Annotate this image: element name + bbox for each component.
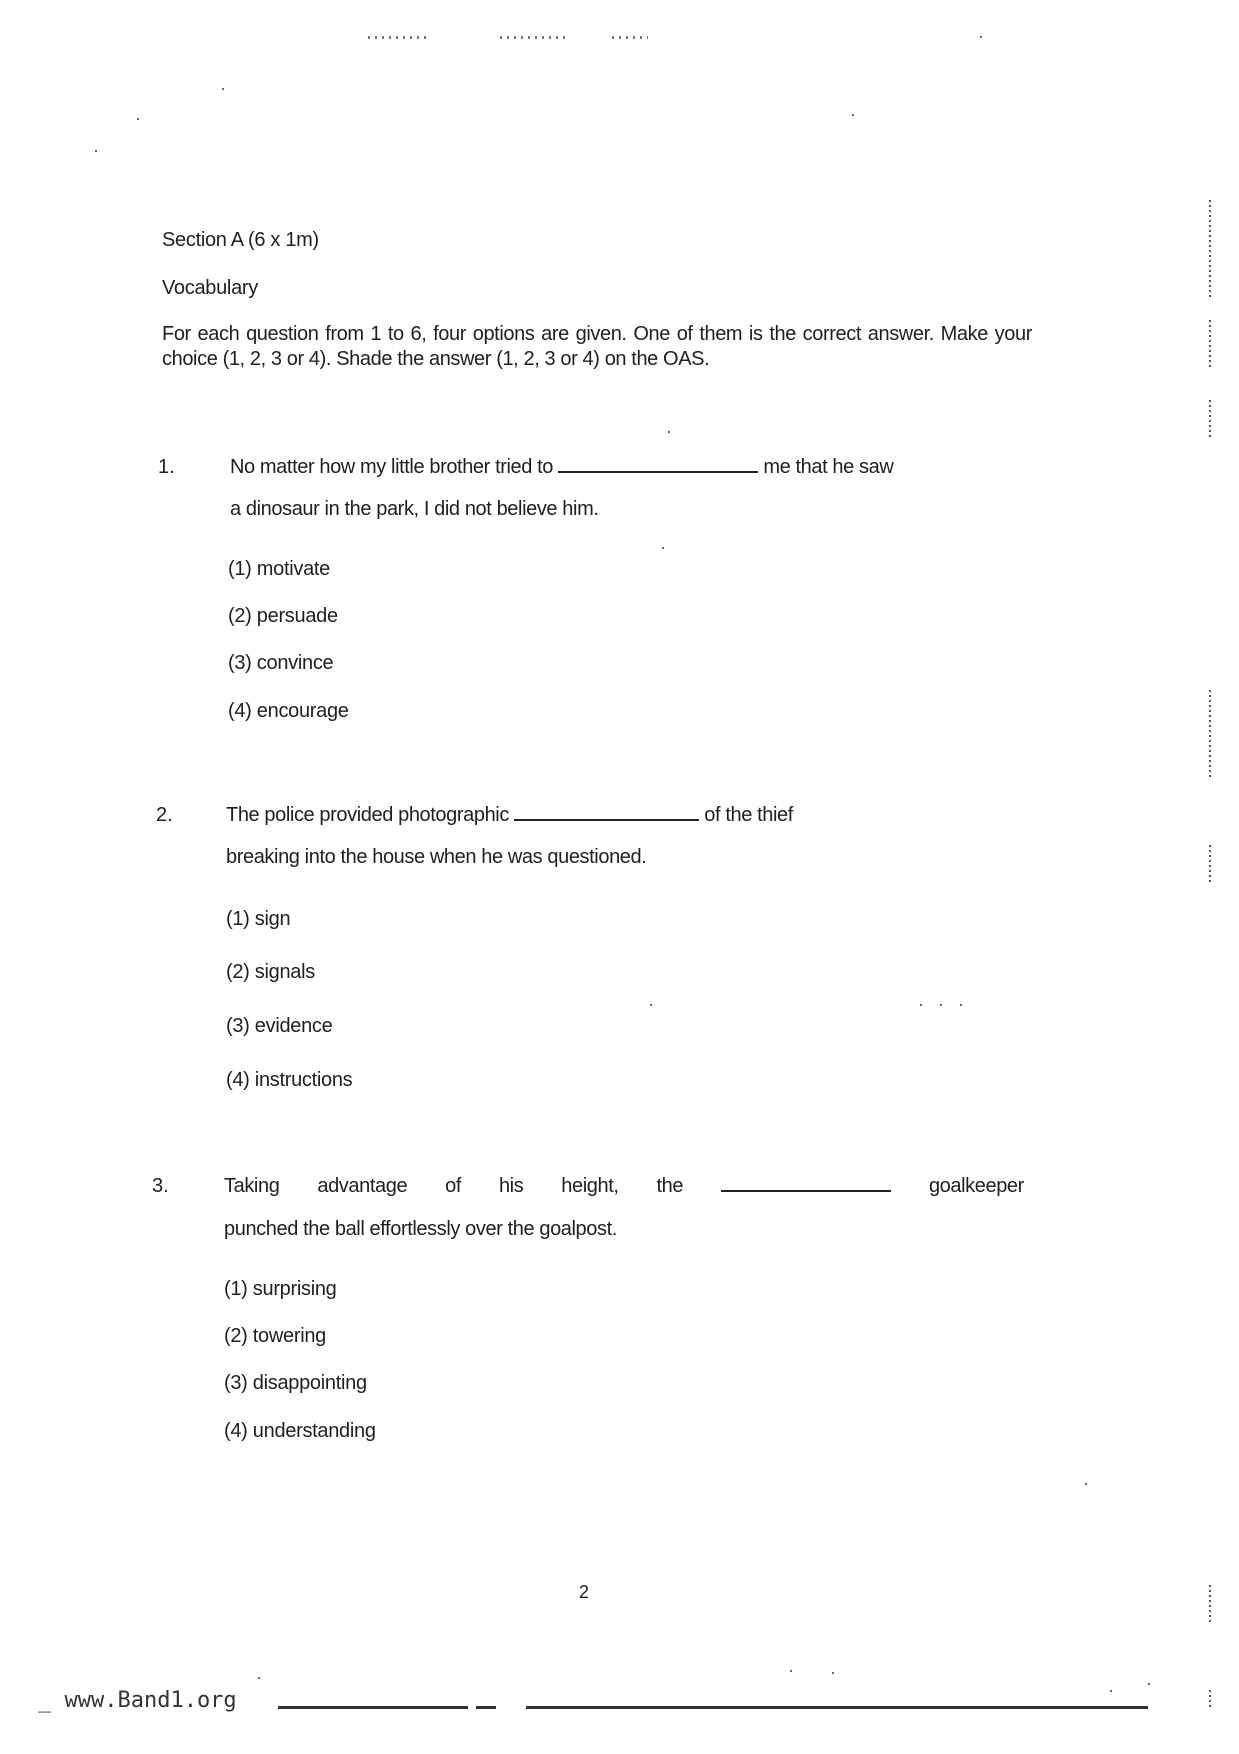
scan-artifact (1110, 1690, 1112, 1692)
scan-artifact (137, 118, 139, 120)
answer-blank (558, 455, 758, 473)
scan-artifact (852, 114, 854, 116)
question-word: advantage (317, 1175, 408, 1197)
edge-mark (1209, 320, 1211, 370)
question-text: The police provided photographic (226, 804, 509, 826)
question-text: No matter how my little brother tried to (230, 456, 554, 478)
option-2[interactable]: (2) signals (226, 961, 315, 983)
edge-mark (1209, 690, 1211, 780)
footer-rule (278, 1706, 1148, 1709)
scan-artifact (920, 1004, 922, 1006)
edge-mark (1209, 1585, 1211, 1625)
scan-artifact (940, 1004, 942, 1006)
question-text: me that he saw (763, 456, 894, 478)
answer-blank (514, 803, 699, 821)
option-3[interactable]: (3) disappointing (224, 1372, 367, 1394)
question-word: Taking (224, 1175, 280, 1197)
scan-artifact (368, 36, 428, 39)
option-2[interactable]: (2) persuade (228, 605, 338, 627)
question-word: the (656, 1175, 684, 1197)
scan-artifact (960, 1004, 962, 1006)
scan-artifact (832, 1672, 834, 1674)
question-line-2: breaking into the house when he was questioned. (226, 846, 647, 868)
scan-artifact (222, 88, 224, 90)
scan-artifact (1148, 1683, 1150, 1685)
question-line-2: a dinosaur in the park, I did not believe him. (230, 498, 599, 520)
scan-artifact (662, 547, 664, 549)
instructions: For each question from 1 to 6, four options are given. One of them is the correct answer. Make your choice (1, 2, 3 or 4). Shade the answer (1, 2, 3 or 4) on the OAS. (162, 323, 1032, 370)
option-1[interactable]: (1) sign (226, 908, 291, 930)
scan-artifact (95, 150, 97, 152)
question-text: of the thief (704, 804, 793, 826)
footer-rule-gap (496, 1705, 526, 1710)
question-word: his (498, 1175, 524, 1197)
scan-artifact (1085, 1483, 1087, 1485)
option-1[interactable]: (1) motivate (228, 558, 330, 580)
edge-mark (1209, 845, 1211, 885)
question-text: goalkeeper (928, 1175, 1024, 1197)
question-number: 2. (156, 804, 173, 826)
option-4[interactable]: (4) instructions (226, 1069, 353, 1091)
option-1[interactable]: (1) surprising (224, 1278, 337, 1300)
scan-artifact (650, 1004, 652, 1006)
option-4[interactable]: (4) understanding (224, 1420, 376, 1442)
question-number: 1. (158, 456, 175, 478)
question-word: height, (561, 1175, 619, 1197)
scan-artifact (500, 36, 570, 39)
question-line-1 (226, 803, 793, 827)
scan-artifact (668, 431, 670, 433)
scan-artifact (980, 36, 982, 38)
footer-rule-gap (468, 1705, 476, 1710)
answer-blank (721, 1174, 891, 1192)
question-line-1 (230, 455, 893, 479)
edge-mark (1209, 400, 1211, 440)
question-number: 3. (152, 1175, 169, 1197)
page-number: 2 (579, 1582, 590, 1602)
subsection-title: Vocabulary (162, 277, 258, 299)
edge-mark (1209, 1690, 1211, 1710)
scan-artifact (258, 1677, 260, 1679)
scan-artifact (612, 36, 648, 39)
option-4[interactable]: (4) encourage (228, 700, 349, 722)
edge-mark (1209, 200, 1211, 300)
question-word: of (445, 1175, 462, 1197)
footer-website: _ www.Band1.org (38, 1688, 237, 1713)
option-2[interactable]: (2) towering (224, 1325, 326, 1347)
scan-artifact (790, 1670, 792, 1672)
question-line-2: punched the ball effortlessly over the goalpost. (224, 1218, 617, 1240)
option-3[interactable]: (3) convince (228, 652, 334, 674)
option-3[interactable]: (3) evidence (226, 1015, 333, 1037)
section-title: Section A (6 x 1m) (162, 229, 319, 251)
question-line-1 (224, 1174, 1024, 1198)
